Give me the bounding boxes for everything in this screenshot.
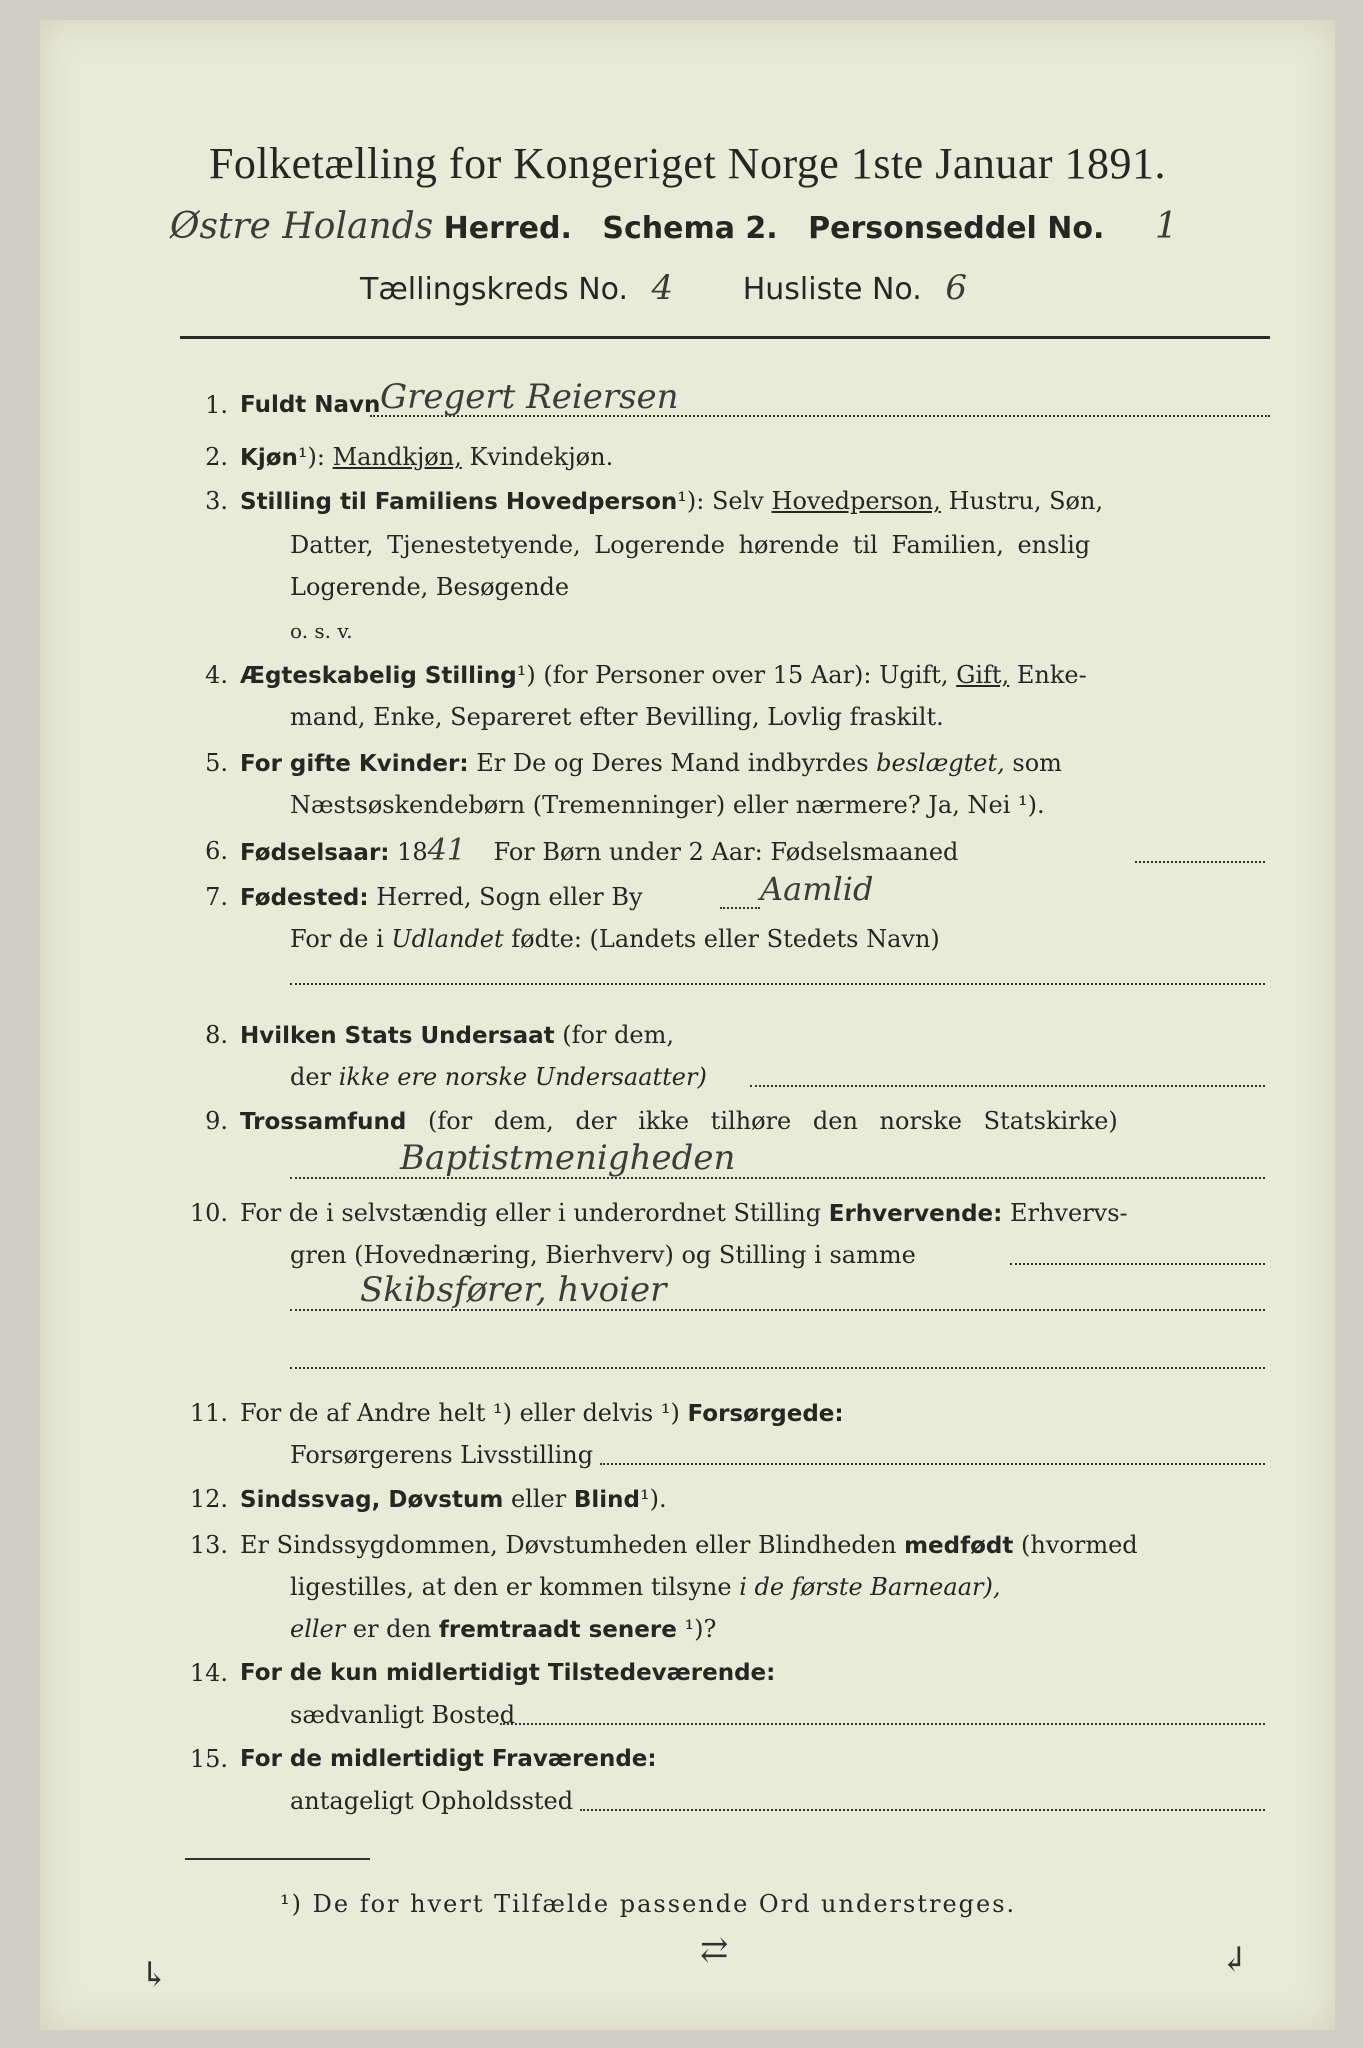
footnote: ¹) De for hvert Tilfælde passende Ord understreges. (280, 1890, 1017, 1918)
field-number: 10. (189, 1199, 228, 1227)
husliste-label: Husliste No. (742, 272, 922, 307)
field-13-line-3 (290, 1614, 716, 1645)
personseddel-label: Personseddel No. (808, 211, 1105, 246)
field-text: fødte: (Landets eller Stedets Navn) (511, 925, 940, 953)
answer-line (290, 1308, 1265, 1311)
footnote-ref: ¹): (297, 443, 325, 471)
year-prefix: 18 (397, 838, 428, 866)
answer-line (500, 1722, 1265, 1725)
field-text: som (1012, 749, 1062, 777)
footnote-ref: ¹). (639, 1485, 667, 1513)
option-mandkjon: Mandkjøn, (332, 443, 462, 471)
name-handwritten: Gregert Reiersen (380, 377, 679, 417)
field-label: Fuldt Navn (240, 392, 381, 418)
field-text: beslægtet, (876, 749, 1005, 777)
option-text: Selv (711, 487, 764, 515)
answer-line (290, 982, 1265, 985)
kreds-handwritten: 4 (651, 268, 674, 308)
field-label: Trossamfund (240, 1109, 407, 1135)
field-label: Hvilken Stats Undersaat (240, 1023, 555, 1049)
field-label: For de kun midlertidigt Tilstedeværende: (240, 1660, 776, 1686)
field-3-line-4: o. s. v. (290, 619, 353, 643)
answer-line (290, 1366, 1265, 1369)
field-text: (hvormed (1021, 1531, 1138, 1559)
field-13-line-2 (290, 1572, 1000, 1602)
form-title: Folketælling for Kongeriget Norge 1ste Januar 1891. (208, 139, 1167, 188)
field-label: Blind (573, 1487, 640, 1513)
field-number: 15. (189, 1745, 228, 1773)
answer-line (370, 414, 1270, 417)
field-label: For de midlertidigt Fraværende: (240, 1746, 657, 1772)
field-text: (for dem, (562, 1021, 675, 1049)
field-number: 6. (205, 837, 228, 865)
year-handwritten: 41 (427, 833, 466, 868)
field-3-line-3: Logerende, Besøgende (290, 573, 570, 601)
faith-handwritten: Baptistmenigheden (400, 1138, 736, 1178)
field-label: Erhvervende: (828, 1201, 1003, 1227)
answer-line (580, 1808, 1265, 1811)
field-text: Enke- (1016, 661, 1087, 689)
census-form (40, 20, 1335, 2030)
answer-line (750, 1084, 1265, 1087)
field-number: 1. (205, 391, 228, 419)
field-text: Er Sindssygdommen, Døvstumheden eller Blindheden (240, 1531, 897, 1559)
field-number: 2. (205, 443, 228, 471)
field-number: 4. (205, 661, 228, 689)
field-text: For de af Andre helt ¹) eller delvis ¹) (240, 1399, 680, 1427)
field-number: 13. (189, 1531, 228, 1559)
field-4-line-2: mand, Enke, Separeret efter Bevilling, Lovlig fraskilt. (290, 703, 944, 731)
answer-line (1010, 1262, 1265, 1265)
field-text: For Børn under 2 Aar: Fødselsmaaned (493, 838, 959, 866)
answer-line (290, 1176, 1265, 1179)
footnote-ref: ¹): (677, 487, 705, 515)
husliste-handwritten: 6 (945, 268, 967, 308)
field-text: Herred, Sogn eller By (376, 883, 643, 911)
field-text: ligestilles, at den er kommen tilsyne (290, 1573, 732, 1601)
corner-mark-left: ↳ (140, 1955, 169, 1995)
field-label: For gifte Kvinder: (240, 751, 469, 777)
field-number: 9. (205, 1107, 228, 1135)
footnote-ref: ¹)? (684, 1615, 717, 1643)
footnote-divider (185, 1858, 370, 1860)
herred-handwritten: Østre Holands (170, 206, 434, 247)
field-number: 7. (205, 883, 228, 911)
kreds-label: Tællingskreds No. (360, 272, 628, 307)
field-text: er den (352, 1615, 432, 1643)
occupation-handwritten: Skibsfører, hvoier (360, 1270, 667, 1310)
field-text: Er De og Deres Mand indbyrdes (476, 749, 869, 777)
field-7-line-2 (290, 924, 940, 954)
field-8-line-2 (290, 1062, 707, 1092)
birthplace-handwritten: Aamlid (760, 870, 874, 908)
field-number: 11. (189, 1399, 228, 1427)
field-text: Erhvervs- (1009, 1199, 1128, 1227)
field-label: Fødested: (240, 885, 369, 911)
answer-line (600, 1462, 1265, 1465)
field-label: medfødt (904, 1533, 1014, 1559)
field-text: For de i (290, 925, 384, 953)
corner-mark-right: ↲ (1220, 1940, 1249, 1980)
field-number: 12. (189, 1485, 228, 1513)
field-text: i de første Barneaar), (739, 1573, 1001, 1601)
field-10-line-2: gren (Hovednæring, Bierhverv) og Stilling i samme (290, 1241, 916, 1269)
field-11-line-2: Forsørgerens Livsstilling (290, 1441, 594, 1469)
option-gift: Gift, (956, 661, 1010, 689)
kreds-line (360, 268, 967, 308)
option-text: Hustru, Søn, (948, 487, 1104, 515)
field-number: 5. (205, 749, 228, 777)
field-text: eller (290, 1615, 346, 1643)
field-text: Udlandet (391, 925, 504, 953)
option-kvindekjon: Kvindekjøn. (469, 443, 614, 471)
field-label: fremtraadt senere (438, 1617, 677, 1643)
option-hovedperson: Hovedperson, (771, 487, 941, 515)
field-label: Kjøn (240, 445, 298, 471)
field-text: der (290, 1063, 332, 1091)
herred-label: Herred. (443, 211, 572, 246)
field-text: ¹) (for Personer over 15 Aar): Ugift, (516, 661, 949, 689)
answer-line (720, 906, 760, 909)
field-text: ikke ere norske Undersaatter) (338, 1063, 707, 1091)
personseddel-handwritten: 1 (1154, 206, 1178, 247)
field-label: Forsørgede: (687, 1401, 844, 1427)
field-label: Ægteskabelig Stilling (240, 663, 517, 689)
field-text: eller (510, 1485, 567, 1513)
answer-line (1135, 860, 1265, 863)
field-5-line-2: Næstsøskendebørn (Tremenninger) eller nærmere? Ja, Nei ¹). (290, 791, 1045, 819)
field-number: 14. (189, 1659, 228, 1687)
field-text: (for dem, der ikke tilhøre den norske Statskirke) (428, 1107, 1118, 1135)
schema-label: Schema 2. (602, 211, 778, 246)
field-label: Fødselsaar: (240, 840, 390, 866)
center-mark: ⇄ (700, 1930, 729, 1970)
field-text: For de i selvstændig eller i underordnet Stilling (240, 1199, 822, 1227)
field-14-line-2: sædvanligt Bosted (290, 1701, 516, 1729)
field-15-line-2: antageligt Opholdssted (290, 1787, 574, 1815)
field-label: Sindssvag, Døvstum (240, 1487, 504, 1513)
herred-line (170, 206, 1178, 247)
field-label: Stilling til Familiens Hovedperson (240, 489, 678, 515)
field-number: 3. (205, 487, 228, 515)
field-3-line-2: Datter, Tjenestetyende, Logerende hørende til Familien, enslig (290, 531, 1091, 559)
header-divider (180, 336, 1270, 339)
field-number: 8. (205, 1021, 228, 1049)
